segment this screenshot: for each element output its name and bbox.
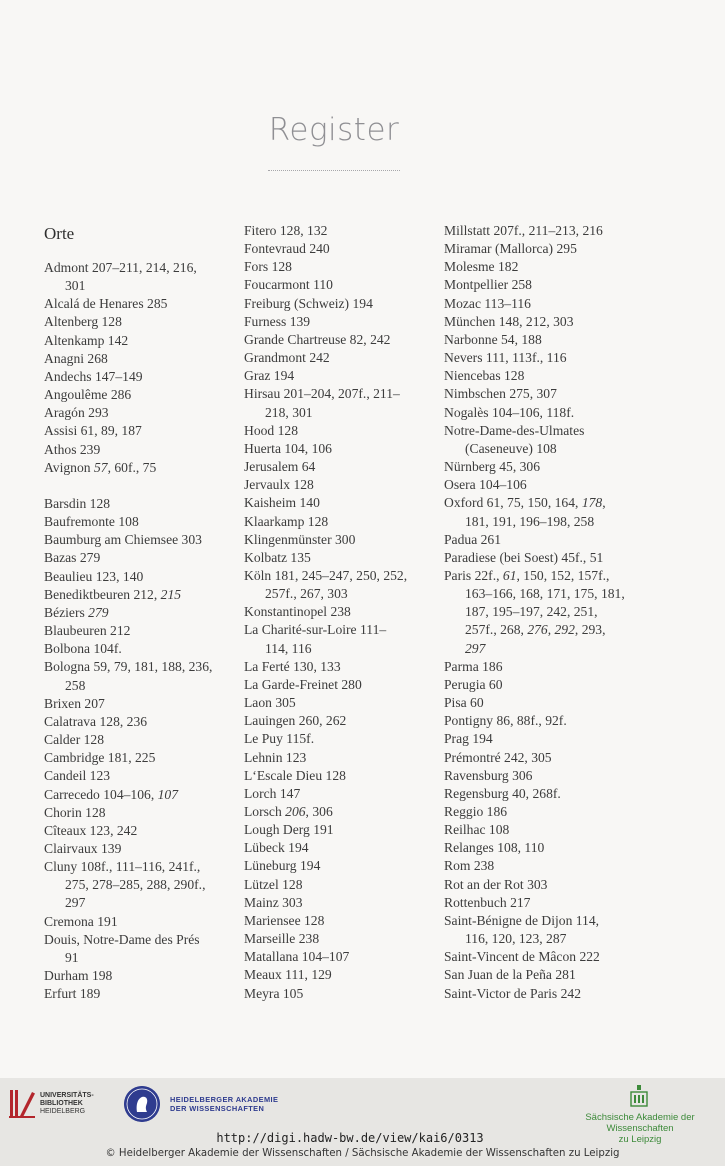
- entry-text: Erfurt 189: [44, 986, 101, 1002]
- entry-text: Chorin 128: [44, 804, 106, 820]
- index-entry: [444, 531, 644, 549]
- entry-text: Lauingen 260, 262: [244, 713, 347, 729]
- entry-text: Molesme 182: [444, 259, 519, 275]
- index-entry: [44, 749, 244, 767]
- index-entry: [44, 658, 244, 694]
- index-entry: [444, 404, 644, 422]
- index-entry: [44, 985, 244, 1003]
- page-title: Register: [268, 112, 400, 148]
- entry-continuation: 297: [65, 895, 86, 911]
- entry-text: München 148, 212, 303: [444, 313, 574, 329]
- entry-text: Grande Chartreuse 82, 242: [244, 331, 391, 347]
- index-entry: [244, 367, 444, 385]
- academy-seal-icon: [124, 1086, 160, 1122]
- entry-text: Bolbona 104f.: [44, 641, 122, 657]
- index-entry: [44, 313, 244, 331]
- entry-text: Clairvaux 139: [44, 840, 122, 856]
- index-entry: [44, 531, 244, 549]
- index-entry: [244, 222, 444, 240]
- index-entry: [444, 803, 644, 821]
- entry-text: Foucarmont 110: [244, 277, 333, 293]
- index-entry: [444, 658, 644, 676]
- index-entry: [444, 458, 644, 476]
- index-column-1: [44, 222, 244, 1003]
- entry-text: Angoulême 286: [44, 387, 132, 403]
- saxon-academy-icon: [630, 1084, 648, 1108]
- entry-text: Lough Derg 191: [244, 822, 334, 838]
- entry-text: Lorch 147: [244, 785, 301, 801]
- entry-text: L‘Escale Dieu 128: [244, 767, 346, 783]
- index-column-2: [244, 222, 444, 1003]
- entry-text: Köln 181, 245–247, 250, 252,: [244, 567, 408, 583]
- index-entry: [244, 676, 444, 694]
- entry-text: Calatrava 128, 236: [44, 713, 148, 729]
- index-entry: [44, 441, 244, 459]
- entry-text: Millstatt 207f., 211–213, 216: [444, 223, 603, 238]
- index-entry: [244, 749, 444, 767]
- entry-text: Niencebas 128: [444, 368, 525, 384]
- title-dotted-rule: [268, 164, 400, 171]
- index-entry: [44, 549, 244, 567]
- entry-text: Relanges 108, 110: [444, 840, 545, 856]
- index-entry: [444, 476, 644, 494]
- entry-text: Laon 305: [244, 695, 296, 711]
- entry-continuation: 218, 301: [265, 404, 313, 420]
- entry-text: Avignon 57, 60f., 75: [44, 459, 157, 475]
- entry-text: Beaulieu 123, 140: [44, 568, 144, 584]
- index-entry: [244, 258, 444, 276]
- entry-text: Nürnberg 45, 306: [444, 459, 541, 475]
- entry-text: Hood 128: [244, 422, 298, 438]
- entry-text: Bazas 279: [44, 550, 101, 566]
- entry-text: Reilhac 108: [444, 822, 510, 838]
- entry-text: Graz 194: [244, 368, 295, 384]
- entry-text: Konstantinopel 238: [244, 604, 351, 620]
- entry-text: Meaux 111, 129: [244, 967, 332, 983]
- entry-text: Durham 198: [44, 968, 113, 984]
- index-entry: [444, 222, 644, 240]
- entry-text: Furness 139: [244, 313, 311, 329]
- entry-text: Lüneburg 194: [244, 858, 321, 874]
- index-entry: [44, 368, 244, 386]
- index-entry: [244, 839, 444, 857]
- entry-text: Béziers: [44, 604, 89, 620]
- index-entry: [444, 367, 644, 385]
- entry-text: Matallana 104–107: [244, 949, 350, 965]
- sa-logo-line: Sächsische Akademie der Wissenschaften: [585, 1112, 695, 1134]
- entry-italic-page: 61: [502, 567, 517, 583]
- entry-text: Cîteaux 123, 242: [44, 822, 138, 838]
- index-entry: [444, 549, 644, 567]
- entry-text: Le Puy 115f.: [244, 731, 315, 747]
- entry-text: Parma 186: [444, 658, 503, 674]
- ub-logo-line: HEIDELBERG: [40, 1108, 86, 1115]
- entry-continuation: 297: [465, 640, 486, 656]
- index-entry: [44, 386, 244, 404]
- entry-italic-page: 178: [581, 495, 603, 511]
- entry-text: Altenberg 128: [44, 314, 122, 330]
- entry-text: Regensburg 40, 268f.: [444, 785, 561, 801]
- index-entry: [444, 240, 644, 258]
- index-entry: [44, 804, 244, 822]
- index-entry: [44, 822, 244, 840]
- entry-continuation: 275, 278–285, 288, 290f.,: [65, 877, 206, 893]
- entry-text: Meyra 105: [244, 985, 304, 1001]
- index-entry: [44, 640, 244, 658]
- entry-italic-page: 279: [88, 604, 109, 620]
- entry-continuation: 301: [65, 278, 86, 294]
- index-entry: [44, 422, 244, 440]
- index-entry: [244, 930, 444, 948]
- index-entry: [244, 567, 444, 603]
- entry-text: Lehnin 123: [244, 749, 307, 765]
- index-entry: [444, 839, 644, 857]
- entry-text: Notre-Dame-des-Ulmates: [444, 422, 585, 438]
- entry-italic-page: 215: [160, 586, 182, 602]
- entry-italic-page: 107: [157, 786, 179, 802]
- entry-text: Douis, Notre-Dame des Prés: [44, 931, 200, 947]
- entry-text: Bologna 59, 79, 181, 188, 236,: [44, 659, 213, 675]
- entry-text: Cluny 108f., 111–116, 241f.,: [44, 859, 201, 875]
- entry-text: Hirsau 201–204, 207f., 211–: [244, 386, 400, 402]
- entry-continuation: 181, 191, 196–198, 258: [465, 513, 595, 529]
- index-entry: [444, 966, 644, 984]
- entry-continuation: 258: [65, 677, 86, 693]
- index-entry: [244, 712, 444, 730]
- entry-text: Blaubeuren 212: [44, 623, 131, 639]
- entry-text: Lübeck 194: [244, 840, 309, 856]
- entry-text: Andechs 147–149: [44, 368, 143, 384]
- index-entry: [244, 894, 444, 912]
- index-entry: [244, 730, 444, 748]
- index-entry: [444, 694, 644, 712]
- index-entry: [244, 422, 444, 440]
- entry-text: Grandmont 242: [244, 350, 330, 366]
- index-entry: [244, 694, 444, 712]
- index-entry: [244, 821, 444, 839]
- index-entry: [444, 730, 644, 748]
- index-entry: [44, 350, 244, 368]
- ub-logo-line: UNIVERSITÄTS-: [40, 1092, 94, 1099]
- index-entry: [444, 894, 644, 912]
- entry-text: Fors 128: [244, 259, 292, 275]
- entry-text: Nevers 111, 113f., 116: [444, 350, 567, 366]
- entry-text: Saint-Vincent de Mâcon 222: [444, 949, 600, 965]
- entry-text: Reggio 186: [444, 804, 508, 819]
- entry-text: Perugia 60: [444, 676, 503, 692]
- entry-text: ,: [602, 495, 606, 511]
- index-entry: [444, 567, 644, 658]
- index-entry: [44, 513, 244, 531]
- index-entry: [244, 948, 444, 966]
- entry-text: Lorsch: [244, 804, 286, 819]
- index-entry: [444, 985, 644, 1003]
- entry-text: La Charité-sur-Loire 111–: [244, 622, 387, 638]
- entry-continuation: 257f., 267, 303: [265, 586, 348, 602]
- entry-text: Paradiese (bei Soest) 45f., 51: [444, 549, 604, 565]
- entry-spacer: [44, 477, 244, 495]
- entry-text: Mariensee 128: [244, 912, 325, 928]
- entry-text: Oxford 61, 75, 150, 164,: [444, 495, 582, 511]
- index-entry: [244, 276, 444, 294]
- ub-logo-icon: [8, 1086, 36, 1120]
- index-entry: [44, 713, 244, 731]
- entry-text: Rottenbuch 217: [444, 894, 531, 910]
- index-entry: [444, 276, 644, 294]
- entry-text: Brixen 207: [44, 695, 105, 711]
- entry-text: Benediktbeuren 212,: [44, 586, 161, 602]
- entry-text: Pisa 60: [444, 695, 484, 711]
- index-entry: [44, 767, 244, 785]
- entry-text: Calder 128: [44, 732, 105, 748]
- entry-text: Prémontré 242, 305: [444, 749, 552, 765]
- index-entry: [44, 731, 244, 749]
- index-entry: [244, 803, 444, 821]
- entry-text: Mozac 113–116: [444, 295, 531, 311]
- index-entry: [44, 913, 244, 931]
- haw-logo-line: DER WISSENSCHAFTEN: [170, 1104, 265, 1113]
- index-entry: [244, 785, 444, 803]
- index-entry: [444, 712, 644, 730]
- index-entry: [44, 858, 244, 912]
- entry-text: Prag 194: [444, 731, 493, 747]
- entry-text: Osera 104–106: [444, 477, 527, 493]
- entry-text: Paris 22f.,: [444, 567, 503, 583]
- index-entry: [244, 912, 444, 930]
- index-entry: [444, 676, 644, 694]
- entry-text: Cremona 191: [44, 913, 118, 929]
- index-entry: [44, 931, 244, 967]
- entry-text: Alcalá de Henares 285: [44, 296, 168, 312]
- entry-text: Klaarkamp 128: [244, 513, 329, 529]
- index-entry: [444, 857, 644, 875]
- index-entry: [444, 749, 644, 767]
- index-entry: [444, 494, 644, 530]
- index-entry: [244, 876, 444, 894]
- index-entry: [44, 586, 244, 604]
- index-column-3: [444, 222, 644, 1003]
- entry-continuation: 257f., 268, 276, 292, 293,: [465, 622, 606, 638]
- entry-text: Ravensburg 306: [444, 767, 533, 783]
- index-entry: [44, 786, 244, 804]
- haw-logo-line: HEIDELBERGER AKADEMIE: [170, 1095, 279, 1104]
- entry-text: Jerusalem 64: [244, 459, 316, 475]
- index-entry: [44, 332, 244, 350]
- entry-text: Huerta 104, 106: [244, 440, 332, 456]
- index-entry: [44, 459, 244, 477]
- entry-text: Narbonne 54, 188: [444, 331, 542, 347]
- index-entry: [444, 912, 644, 948]
- entry-text: Assisi 61, 89, 187: [44, 423, 142, 439]
- entry-text: San Juan de la Peña 281: [444, 967, 576, 983]
- index-entry: [444, 876, 644, 894]
- entry-text: Candeil 123: [44, 768, 111, 784]
- entry-text: Cambridge 181, 225: [44, 750, 156, 766]
- entry-text: Miramar (Mallorca) 295: [444, 241, 577, 257]
- index-entry: [244, 513, 444, 531]
- entry-text: Baumburg am Chiemsee 303: [44, 532, 202, 548]
- entry-text: Kaisheim 140: [244, 495, 320, 511]
- index-entry: [244, 985, 444, 1003]
- index-entry: [444, 948, 644, 966]
- index-entry: [44, 622, 244, 640]
- index-entry: [44, 404, 244, 422]
- index-entry: [244, 767, 444, 785]
- entry-text: Fitero 128, 132: [244, 223, 328, 238]
- university-library-logo[interactable]: [8, 1086, 108, 1126]
- entry-text: Rom 238: [444, 858, 495, 874]
- index-entry: [444, 258, 644, 276]
- entry-continuation: (Caseneuve) 108: [465, 440, 557, 456]
- entry-text: Barsdin 128: [44, 496, 111, 512]
- index-entry: [44, 259, 244, 295]
- index-entry: [244, 331, 444, 349]
- entry-text: Saint-Bénigne de Dijon 114,: [444, 912, 600, 928]
- index-entry: [244, 295, 444, 313]
- entry-text: Nogalès 104–106, 118f.: [444, 404, 575, 420]
- entry-continuation: 114, 116: [265, 640, 312, 656]
- index-entry: [244, 313, 444, 331]
- entry-continuation: 91: [65, 949, 79, 965]
- index-entry: [244, 494, 444, 512]
- entry-text: Lützel 128: [244, 876, 303, 892]
- index-entry: [444, 785, 644, 803]
- index-entry: [44, 495, 244, 513]
- entry-text: Fontevraud 240: [244, 241, 330, 257]
- index-entry: [444, 295, 644, 313]
- entry-text: Anagni 268: [44, 350, 108, 366]
- index-entry: [244, 658, 444, 676]
- ub-logo-line: BIBLIOTHEK: [40, 1100, 83, 1107]
- index-entry: [244, 349, 444, 367]
- entry-text: Aragón 293: [44, 405, 109, 421]
- index-entry: [44, 295, 244, 313]
- index-entry: [444, 349, 644, 367]
- index-entry: [444, 331, 644, 349]
- entry-text: Klingenmünster 300: [244, 531, 356, 547]
- permalink-url[interactable]: http://digi.hadw-bw.de/view/kai6/0313: [216, 1131, 484, 1145]
- entry-text: Rot an der Rot 303: [444, 876, 548, 892]
- index-entry: [44, 967, 244, 985]
- index-entry: [244, 458, 444, 476]
- index-entry: [44, 695, 244, 713]
- section-heading: Orte: [44, 224, 75, 243]
- index-entry: [44, 604, 244, 622]
- entry-text: Carrecedo 104–106,: [44, 786, 158, 802]
- entry-text: Jervaulx 128: [244, 477, 314, 493]
- entry-text: Altenkamp 142: [44, 332, 129, 348]
- index-entry: [444, 422, 644, 458]
- index-entry: [244, 966, 444, 984]
- index-entry: [444, 313, 644, 331]
- entry-continuation: 116, 120, 123, 287: [465, 931, 567, 947]
- index-entry: [444, 767, 644, 785]
- entry-text: Freiburg (Schweiz) 194: [244, 295, 373, 311]
- index-entry: [244, 857, 444, 875]
- index-entry: [444, 385, 644, 403]
- entry-italic-page: 206: [285, 804, 306, 819]
- index-entry: [244, 603, 444, 621]
- sa-logo-line: zu Leipzig: [618, 1134, 662, 1145]
- entry-continuation: 163–166, 168, 171, 175, 181,: [465, 586, 625, 602]
- entry-text: La Garde-Freinet 280: [244, 676, 362, 692]
- index-entry: [244, 531, 444, 549]
- heidelberg-academy-logo[interactable]: [124, 1086, 304, 1126]
- entry-text: La Ferté 130, 133: [244, 658, 341, 674]
- entry-text: Saint-Victor de Paris 242: [444, 985, 581, 1001]
- index-entry: [244, 621, 444, 657]
- index-entry: [244, 549, 444, 567]
- entry-text: Athos 239: [44, 441, 101, 457]
- index-entry: [244, 476, 444, 494]
- entry-text: Pontigny 86, 88f., 92f.: [444, 713, 567, 729]
- entry-text: Mainz 303: [244, 894, 303, 910]
- copyright-notice: © Heidelberger Akademie der Wissenschaften / Sächsische Akademie der Wissenschaften zu Leipzig: [105, 1148, 620, 1159]
- index-entry: [244, 440, 444, 458]
- entry-text: Kolbatz 135: [244, 549, 311, 565]
- entry-text: Baufremonte 108: [44, 514, 139, 530]
- entry-text: , 306: [305, 804, 333, 819]
- entry-continuation: 187, 195–197, 242, 251,: [465, 604, 598, 620]
- index-entry: [244, 240, 444, 258]
- index-entry: [44, 840, 244, 858]
- entry-text: Nimbschen 275, 307: [444, 386, 557, 402]
- entry-text: Admont 207–211, 214, 216,: [44, 260, 197, 275]
- index-entry: [444, 821, 644, 839]
- entry-text: Padua 261: [444, 531, 502, 547]
- index-entry: [244, 385, 444, 421]
- entry-text: , 150, 152, 157f.,: [516, 567, 610, 583]
- index-entry: [44, 568, 244, 586]
- entry-text: Montpellier 258: [444, 277, 532, 293]
- entry-text: Marseille 238: [244, 931, 320, 947]
